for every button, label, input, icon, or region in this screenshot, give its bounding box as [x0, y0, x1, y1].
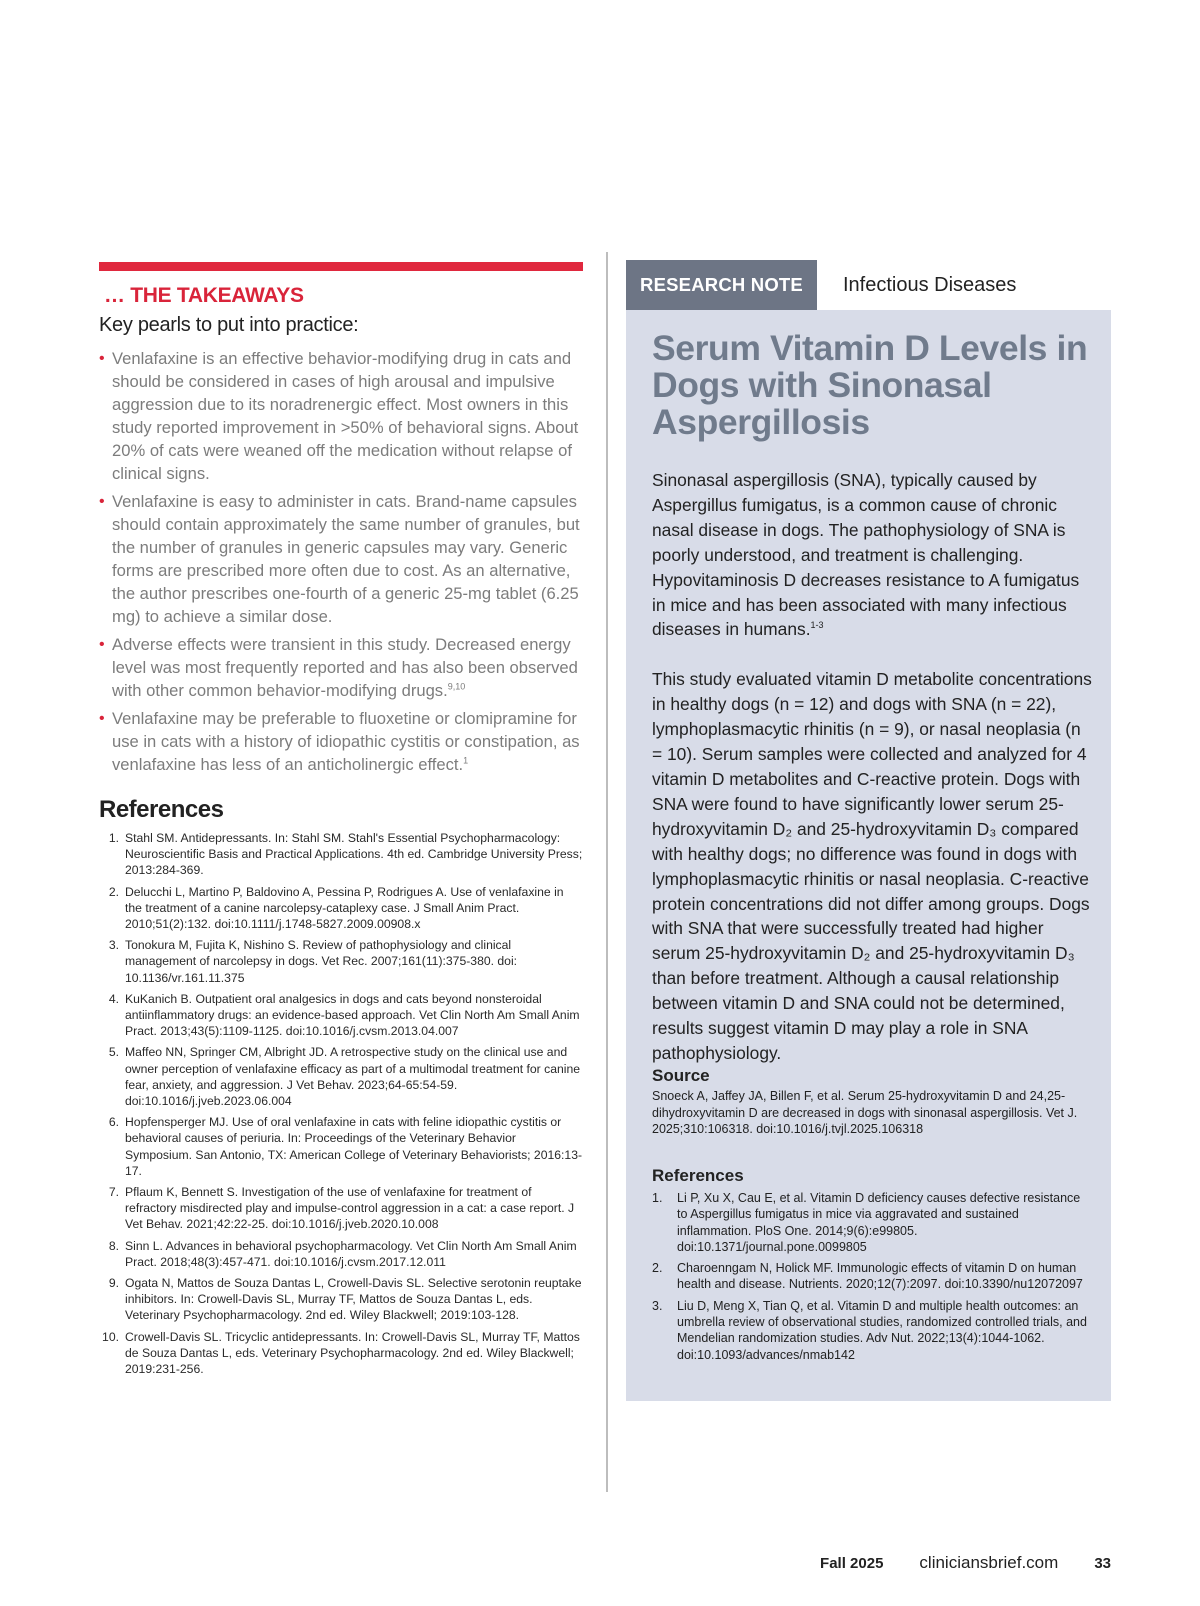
reference-text: Hopfensperger MJ. Use of oral venlafaxine in cats with feline idiopathic cystitis or behavioral causes of periuria. In: Proceedings of the Veterinary Behavior Symposium. San Antonio, TX: American College of Veterinary Behaviorists; 2016:13-17.	[125, 1115, 583, 1178]
reference-item	[99, 1329, 583, 1378]
references-list	[99, 830, 583, 1377]
bullet-icon: •	[99, 636, 105, 653]
reference-number: 9.	[108, 1276, 119, 1291]
reference-text: Li P, Xu X, Cau E, et al. Vitamin D deficiency causes defective resistance to Aspergillus fumigatus in mice via aggravated and sustained inflammation. PloS One. 2014;9(6):e99805. doi:10.1371/journal.pone.0099805	[677, 1191, 1081, 1254]
reference-text: Liu D, Meng X, Tian Q, et al. Vitamin D and multiple health outcomes: an umbrella review of observational studies, randomized controlled trials, and Mendelian randomization studies. Adv Nut. 2022;13(4):1044-1062. doi:10.1093/advances/nmab142	[677, 1298, 1087, 1362]
reference-text: Sinn L. Advances in behavioral psychopharmacology. Vet Clin North Am Small Anim Pract. 2018;48(3):457-471. doi:10.1016/j.cvsm.2017.12.011	[125, 1238, 577, 1269]
paragraph-text: This study evaluated vitamin D metabolite concentrations in healthy dogs (n = 12) and dogs with SNA (n = 22), lymphoplasmacytic rhinitis (n = 9), or nasal neoplasia (n = 10). Serum samples were collected and analyzed for 4 vitamin D metabolites and C-reactive protein. Dogs with SNA were found to have significantly lower serum 25-hydroxyvitamin D₂ and 25-hydroxyvitamin D₃ compared with healthy dogs; no difference was found in dogs with lymphoplasmacytic rhinitis or nasal neoplasia. C-reactive protein concentrations did not differ among groups. Dogs with SNA that were successfully treated had higher serum 25-hydroxyvitamin D₂ and 25-hydroxyvitamin D₃ than before treatment. Although a causal relationship between vitamin D and SNA could not be determined, results suggest vitamin D may play a role in SNA pathophysiology.	[652, 669, 1092, 1063]
source-heading: Source	[652, 1066, 710, 1085]
bullet-icon: •	[99, 710, 105, 727]
bullet-icon: •	[99, 493, 105, 510]
list-item	[99, 707, 583, 776]
reference-item	[99, 830, 583, 879]
source-section	[652, 1066, 1092, 1138]
list-item	[99, 633, 583, 702]
research-references-heading: References	[652, 1166, 744, 1185]
reference-text: KuKanich B. Outpatient oral analgesics in dogs and cats beyond nonsteroidal antiinflammatory drugs: an evidence-based approach. Vet Clin North Am Small Anim Pract. 2013;43(5):1109-1125. doi:10.1016/j.cvsm.2013.04.007	[125, 991, 580, 1039]
accent-bar	[99, 262, 583, 271]
reference-text: Charoenngam N, Holick MF. Immunologic effects of vitamin D on human health and disease. Nutrients. 2020;12(7):2097. doi:10.3390/nu12072097	[677, 1261, 1083, 1292]
takeaway-text: Venlafaxine is an effective behavior-modifying drug in cats and should be considered in cases of high arousal and impulsive aggression due to its noradrenergic effect. Most owners in this study reported improvement in >50% of behavioral signs. About 20% of cats were weaned off the medication without relapse of clinical signs.	[112, 349, 579, 483]
research-note-topic: Infectious Diseases	[843, 274, 1017, 296]
reference-number: 1.	[108, 831, 119, 845]
reference-number: 3.	[652, 1298, 663, 1313]
reference-number: 10.	[102, 1329, 119, 1344]
paragraph-text: Sinonasal aspergillosis (SNA), typically caused by Aspergillus fumigatus, is a common cause of chronic nasal disease in dogs. The pathophysiology of SNA is poorly understood, and treatment is challenging. Hypovitaminosis D decreases resistance to A fumigatus in mice and has been associated with many infectious diseases in humans.	[652, 470, 1080, 640]
reference-number: 1.	[652, 1191, 663, 1205]
issue-label: Fall 2025	[820, 1555, 884, 1572]
body-paragraph	[652, 468, 1092, 642]
reference-text: Crowell-Davis SL. Tricyclic antidepressants. In: Crowell-Davis SL, Murray TF, Mattos de Souza Dantas L, eds. Veterinary Psychopharmacology. 2nd ed. Wiley Blackwell; 2019:231-256.	[125, 1329, 580, 1377]
bullet-icon: •	[99, 350, 105, 367]
page-footer	[820, 1553, 1111, 1573]
reference-item	[99, 1044, 583, 1109]
takeaway-text: Adverse effects were transient in this study. Decreased energy level was most frequently reported and has also been observed with other common behavior-modifying drugs.	[112, 635, 578, 700]
citation: 1	[463, 755, 469, 766]
reference-text: Delucchi L, Martino P, Baldovino A, Pessina P, Rodrigues A. Use of venlafaxine in the treatment of a canine narcolepsy-cataplexy case. J Small Anim Pract. 2010;51(2):132. doi:10.1111/j.1748-5827.2009.00908.x	[125, 884, 564, 932]
website-link[interactable]: cliniciansbrief.com	[919, 1553, 1059, 1572]
page-number: 33	[1094, 1555, 1111, 1572]
reference-item	[652, 1260, 1092, 1293]
reference-number: 2.	[108, 884, 119, 899]
references-heading: References	[99, 796, 224, 823]
takeaways-title: … THE TAKEAWAYS	[104, 284, 304, 307]
reference-item	[99, 991, 583, 1040]
article-title: Serum Vitamin D Levels in Dogs with Sinonasal Aspergillosis	[652, 328, 1088, 442]
reference-item	[99, 1275, 583, 1324]
list-item	[99, 490, 583, 628]
reference-number: 2.	[652, 1261, 663, 1276]
reference-item	[652, 1190, 1092, 1255]
reference-item	[99, 937, 583, 986]
reference-item	[99, 1238, 583, 1270]
research-note-label: RESEARCH NOTE	[626, 260, 817, 310]
takeaway-text: Venlafaxine may be preferable to fluoxetine or clomipramine for use in cats with a history of idiopathic cystitis or constipation, as venlafaxine has less of an anticholinergic effect.	[112, 709, 580, 774]
reference-number: 5.	[108, 1045, 119, 1060]
reference-text: Ogata N, Mattos de Souza Dantas L, Crowell-Davis SL. Selective serotonin reuptake inhibitors. In: Crowell-Davis SL, Murray TF, Mattos de Souza Dantas L, eds. Veterinary Psychopharmacology. 2nd ed. Wiley Blackwell; 2019:103-128.	[125, 1276, 582, 1323]
reference-item	[652, 1298, 1092, 1363]
list-item	[99, 347, 583, 485]
article-body	[652, 468, 1092, 1091]
body-paragraph	[652, 667, 1092, 1066]
reference-text: Maffeo NN, Springer CM, Albright JD. A retrospective study on the clinical use and owner perception of venlafaxine efficacy as part of a multimodal treatment for canine fear, anxiety, and aggression. J Vet Behav. 2023;64-65:54-59. doi:10.1016/j.jveb.2023.06.004	[125, 1045, 581, 1109]
takeaway-text: Venlafaxine is easy to administer in cats. Brand-name capsules should contain approximately the same number of granules, but the number of granules in generic capsules may vary. Generic forms are prescribed more often due to cost. As an alternative, the author prescribes one-fourth of a generic 25-mg tablet (6.25 mg) to achieve a similar dose.	[112, 492, 580, 626]
reference-number: 3.	[108, 938, 119, 953]
research-note-panel	[626, 260, 1111, 1401]
takeaways-column	[99, 262, 583, 1382]
takeaways-subtitle: Key pearls to put into practice:	[99, 314, 359, 336]
reference-item	[99, 884, 583, 933]
citation: 1-3	[810, 620, 824, 631]
source-text: Snoeck A, Jaffey JA, Billen F, et al. Serum 25-hydroxyvitamin D and 24,25-dihydroxyvitamin D are decreased in dogs with sinonasal aspergillosis. Vet J. 2025;310:106318. doi:10.1016/j.tvjl.2025.106318	[652, 1089, 1078, 1136]
reference-number: 6.	[108, 1115, 119, 1130]
reference-item	[99, 1184, 583, 1233]
research-references-section	[652, 1166, 1092, 1368]
reference-text: Tonokura M, Fujita K, Nishino S. Review of pathophysiology and clinical management of narcolepsy in dogs. Vet Rec. 2007;161(11):375-380. doi: 10.1136/vr.161.11.375	[125, 938, 518, 985]
citation: 9,10	[447, 681, 466, 692]
research-references-list	[652, 1190, 1092, 1363]
reference-number: 4.	[108, 991, 119, 1006]
reference-text: Pflaum K, Bennett S. Investigation of the use of venlafaxine for treatment of refractory misdirected play and impulse-control aggression in a cat: a case report. J Vet Behav. 2021;42:22-25. doi:10.1016/j.jveb.2020.10.008	[125, 1185, 575, 1232]
column-divider	[606, 252, 608, 1492]
takeaways-list	[99, 347, 583, 776]
reference-text: Stahl SM. Antidepressants. In: Stahl SM. Stahl's Essential Psychopharmacology: Neuroscientific Basis and Practical Applications. 4th ed. Cambridge University Press; 2013:284-369.	[125, 831, 583, 878]
reference-number: 8.	[108, 1238, 119, 1253]
reference-number: 7.	[108, 1185, 119, 1200]
reference-item	[99, 1114, 583, 1179]
